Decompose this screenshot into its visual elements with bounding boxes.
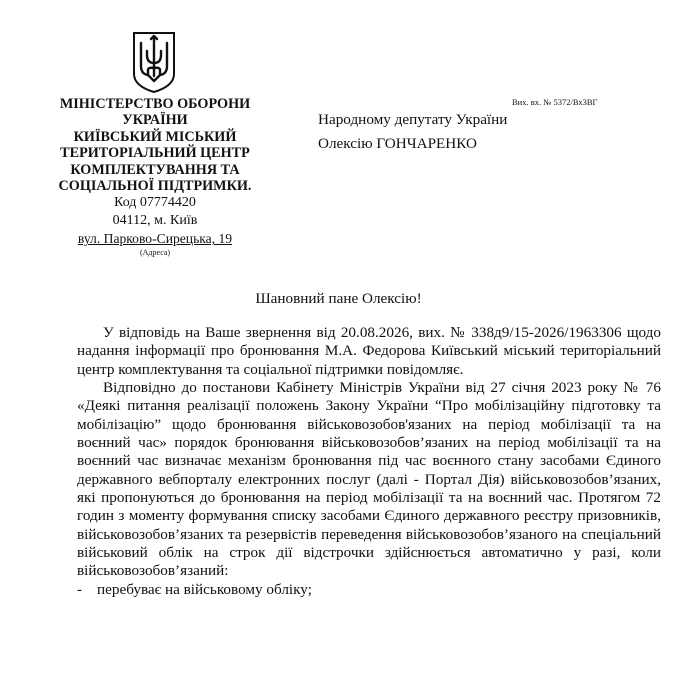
bullet-item bbox=[77, 581, 661, 599]
bullet-dash: - bbox=[77, 580, 83, 598]
bullet-text: перебуває на військовому обліку; bbox=[97, 580, 312, 598]
org-postal: 04112, м. Київ bbox=[112, 213, 198, 229]
org-name-line-3: КИЇВСЬКИЙ МІСЬКИЙ bbox=[73, 128, 237, 145]
org-street: вул. Парково-Сирецька, 19 bbox=[77, 231, 233, 247]
org-name-line-2: УКРАЇНИ bbox=[122, 112, 188, 129]
address-caption: (Адреса) bbox=[139, 248, 171, 258]
sender-block bbox=[30, 96, 280, 257]
coat-of-arms-icon bbox=[131, 30, 177, 94]
greeting: Шановний пане Олексію! bbox=[255, 290, 422, 307]
recipient-line-2: Олексію ГОНЧАРЕНКО bbox=[318, 135, 477, 152]
org-name-line-4: ТЕРИТОРІАЛЬНИЙ ЦЕНТР bbox=[60, 145, 250, 162]
letter-body bbox=[77, 324, 661, 599]
org-name-line-5: КОМПЛЕКТУВАННЯ ТА bbox=[70, 161, 240, 178]
recipient-line-1: Народному депутату України bbox=[318, 111, 508, 128]
org-name-line-1: МІНІСТЕРСТВО ОБОРОНИ bbox=[59, 96, 251, 112]
trident-emblem bbox=[131, 30, 177, 94]
paragraph-1: У відповідь на Ваше звернення від 20.08.2026, вих. № 338д9/15-2026/1963306 щодо надання інформації про бронювання М.А. Федорова Київський міський територіальний центр комплектування та соціальної підтримки повідомляє. bbox=[77, 324, 661, 378]
incoming-reference: Вих. вх. № 5372/Вх3ВГ bbox=[512, 97, 598, 107]
org-code: Код 07774420 bbox=[114, 195, 196, 211]
paragraph-2: Відповідно до постанови Кабінету Міністрів України від 27 січня 2023 року № 76 «Деякі питання реалізації положень Закону України “Про мобілізаційну підготовку та мобілізацію” щодо бронювання військовозобов'язаних на період мобілізації та на воєнний час» порядок бронювання військовозобов’язаних на період мобілізації та на воєнний час визначає механізм бронювання під час воєнного стану засобами Єдиного державного вебпорталу електронних послуг (далі - Портал Дія) військовозобов’язаних, які пропонуються до бронювання на період мобілізації та на воєнний час. Протягом 72 годин з моменту формування списку засобами Єдиного державного реєстру призовників, військовозобов’язаних та резервістів переведення військовозобов’язаного на спеціальний військовий облік на строк дії відстрочки здійснюється автоматично у разі, коли військовозобов’язаний: bbox=[77, 379, 661, 580]
org-name-line-6: СОЦІАЛЬНОЇ ПІДТРИМКИ. bbox=[58, 178, 252, 195]
recipient-block bbox=[318, 108, 507, 156]
